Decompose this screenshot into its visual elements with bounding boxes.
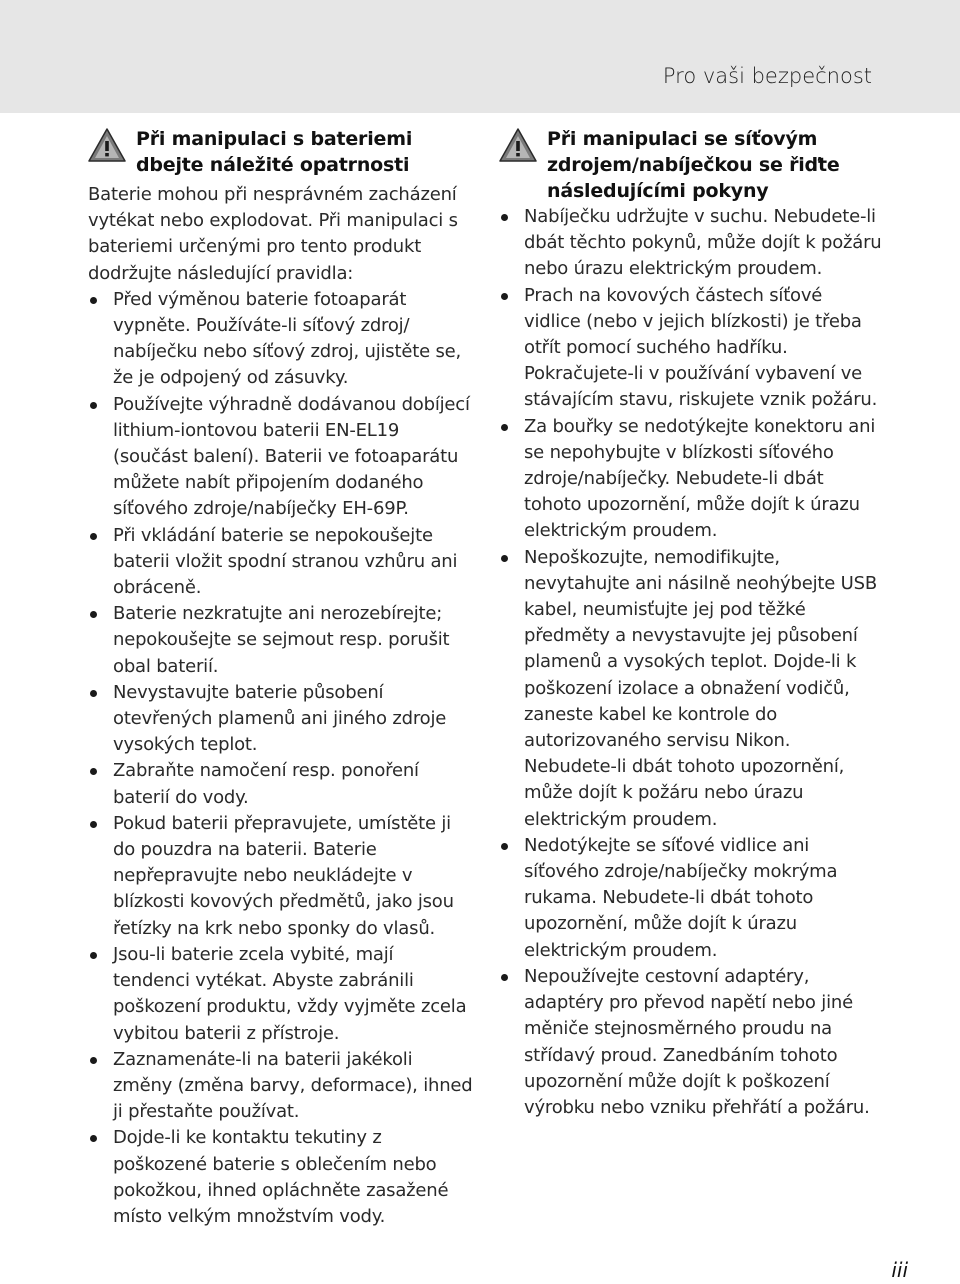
list-item-text: Nepoškozujte, nemodifikujte, nevytahujte ani násilně neohýbejte USB kabel, neumisťujte jej pod těžké předměty a nevystavujte jej působení plamenů a vysokých teplot. Dojde-li k poškození izolace a obnažení vodičů, zaneste kabel ke kontrole do autorizovaného servisu Nikon. Nebudete-li dbát tohoto upozornění, může dojít k požáru nebo úrazu elektrickým proudem. — [524, 546, 877, 830]
bullet-icon — [90, 402, 97, 409]
bullet-icon — [90, 690, 97, 697]
list-item — [499, 204, 884, 283]
list-item-text: Jsou-li baterie zcela vybité, mají tendenci vytékat. Abyste zabránili poškození produktu, vždy vyjměte zcela vybitou baterii z přístroje. — [113, 943, 467, 1044]
list-item — [88, 1125, 473, 1230]
battery-warning-intro: Baterie mohou při nesprávném zacházení vytékat nebo explodovat. Při manipulaci s bateriemi určenými pro tento produkt dodržujte následující pravidla: — [88, 184, 458, 284]
charger-warning-heading — [499, 126, 884, 204]
list-item-text: Nabíječku udržujte v suchu. Nebudete-li dbát těchto pokynů, může dojít k požáru nebo úrazu elektrickým proudem. — [524, 206, 882, 280]
charger-warning-title: Při manipulaci se síťovým zdrojem/nabíječkou se řiďte následujícími pokyny — [547, 128, 840, 202]
battery-warning-section — [88, 126, 473, 1230]
list-item-text: Používejte výhradně dodávanou dobíjecí lithium-iontovou baterii EN-EL19 (součást balení). Baterii ve fotoaparátu můžete nabít připojením dodaného síťového zdroje/nabíječky EH-69P. — [113, 393, 470, 520]
list-item-text: Zaznamenáte-li na baterii jakékoli změny (změna barvy, deformace), ihned ji přestaňte používat. — [113, 1048, 473, 1123]
bullet-icon — [501, 424, 508, 431]
list-item — [88, 601, 473, 680]
list-item — [499, 964, 884, 1121]
list-item-text: Za bouřky se nedotýkejte konektoru ani se nepohybujte v blízkosti síťového zdroje/nabíječky. Nebudete-li dbát tohoto upozornění, může dojít k úrazu elektrickým proudem. — [524, 415, 876, 542]
list-item — [88, 811, 473, 942]
list-item-text: Nepoužívejte cestovní adaptéry, adaptéry pro převod napětí nebo jiné měniče stejnosměrného proudu na střídavý proud. Zanedbáním tohoto upozornění může dojít k poškození výrobku nebo vzniku přehřátí a požáru. — [524, 965, 870, 1118]
list-item — [88, 942, 473, 1047]
warning-triangle-icon — [499, 128, 537, 162]
list-item — [88, 680, 473, 759]
bullet-icon — [501, 843, 508, 850]
list-item — [88, 287, 473, 392]
page-number: iii — [891, 1258, 908, 1282]
list-item-text: Nedotýkejte se síťové vidlice ani síťového zdroje/nabíječky mokrýma rukama. Nebudete-li dbát tohoto upozornění, může dojít k úrazu elektrickým proudem. — [524, 834, 838, 961]
list-item-text: Baterie nezkratujte ani nerozebírejte; nepokoušejte se sejmout resp. porušit obal baterií. — [113, 603, 450, 677]
bullet-icon — [501, 555, 508, 562]
list-item-text: Nevystavujte baterie působení otevřených plamenů ani jiného zdroje vysokých teplot. — [113, 681, 447, 756]
list-item — [88, 758, 473, 810]
list-item-text: Dojde-li ke kontaktu tekutiny z poškozené baterie s oblečením nebo pokožkou, ihned opláchněte zasažené místo velkým množstvím vody. — [113, 1127, 449, 1227]
bullet-icon — [90, 952, 97, 959]
bullet-icon — [501, 214, 508, 221]
list-item — [499, 545, 884, 833]
list-item-text: Prach na kovových částech síťové vidlice (nebo v jejich blízkosti) je třeba otřít pomocí suchého hadříku. Pokračujete-li v používání vybavení ve stávajícím stavu, riskujete vznik požáru. — [524, 284, 878, 411]
bullet-icon — [501, 293, 508, 300]
list-item — [499, 283, 884, 414]
bullet-icon — [90, 1057, 97, 1064]
list-item-text: Před výměnou baterie fotoaparát vypněte. Používáte-li síťový zdroj/ nabíječku nebo síťový zdroj, ujistěte se, že je odpojený od zásuvky. — [113, 288, 462, 389]
list-item — [499, 414, 884, 545]
list-item — [88, 392, 473, 523]
running-header-title: Pro vaši bezpečnost — [662, 64, 872, 88]
list-item-text: Při vkládání baterie se nepokoušejte baterii vložit spodní stranou vzhůru ani obráceně. — [113, 524, 458, 599]
header-band — [0, 0, 960, 113]
list-item — [499, 833, 884, 964]
bullet-icon — [90, 611, 97, 618]
battery-warning-heading — [88, 126, 473, 182]
bullet-icon — [90, 1135, 97, 1142]
bullet-icon — [90, 821, 97, 828]
bullet-icon — [90, 297, 97, 304]
bullet-icon — [90, 768, 97, 775]
list-item-text: Pokud baterii přepravujete, umístěte ji do pouzdra na baterii. Baterie nepřepravujte nebo neukládejte v blízkosti kovových předmětů, jako jsou řetízky na krk nebo sponky do vlasů. — [113, 812, 454, 939]
charger-rules-list — [499, 204, 884, 1121]
warning-triangle-icon — [88, 128, 126, 162]
list-item-text: Zabraňte namočení resp. ponoření baterií do vody. — [113, 760, 419, 808]
battery-warning-title: Při manipulaci s bateriemi dbejte náležité opatrnosti — [136, 128, 413, 176]
bullet-icon — [90, 533, 97, 540]
charger-warning-section — [499, 126, 884, 1121]
list-item — [88, 1047, 473, 1126]
list-item — [88, 523, 473, 602]
battery-rules-list — [88, 287, 473, 1230]
bullet-icon — [501, 974, 508, 981]
